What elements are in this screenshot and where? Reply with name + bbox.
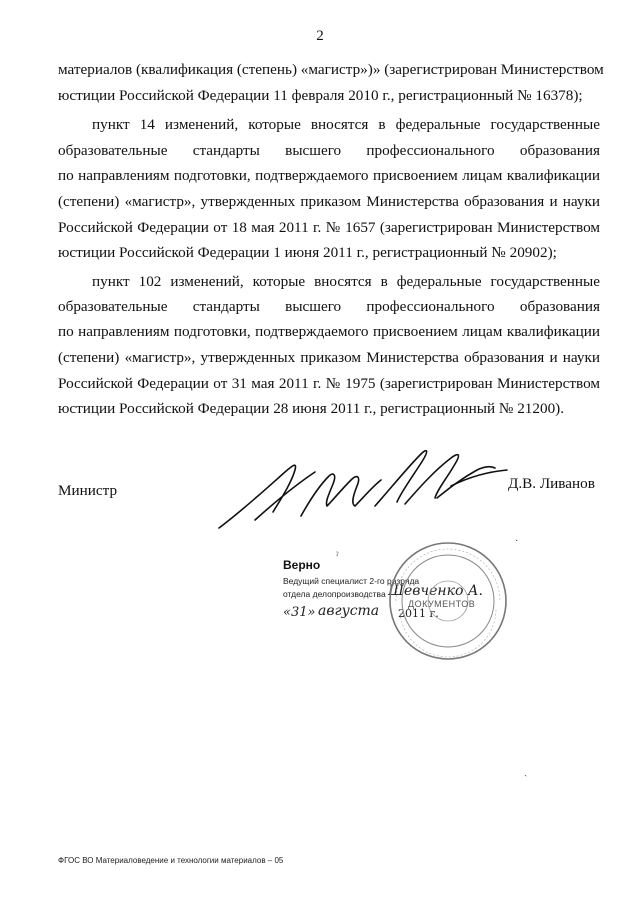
paragraph-line: пункт 14 изменений, которые вносятся в федеральные государственные [92,116,600,133]
scan-mark: ˀ [336,551,339,562]
paragraph-line: (степени) «магистр», утвержденных приказом Министерства образования и науки [58,349,600,366]
page-number: 2 [316,28,324,44]
certification-date-day: «31» [283,605,316,620]
paragraph-line: по направлениям подготовки, подтверждаемого присвоением лицам квалификации [58,323,600,340]
paragraph-line: юстиции Российской Федерации 28 июня 2011 г., регистрационный № 21200). [58,400,565,417]
paragraph-line: образовательные стандарты высшего профессионального образования [58,298,600,315]
stamp-text: ДОКУМЕНТОВ [408,599,476,609]
page-footer: ФГОС ВО Материаловедение и технологии материалов – 05 [58,856,284,865]
certification-department: отдела делопроизводства [283,589,386,599]
minister-name: Д.В. Ливанов [508,475,595,492]
paragraph-line: материалов (квалификация (степень) «магистр»)» (зарегистрирован Министерством [58,61,604,78]
certification-date-month: августа [318,603,380,619]
paragraph-line: Российской Федерации от 18 мая 2011 г. № 1657 (зарегистрирован Министерством [58,219,600,236]
certification-role: Ведущий специалист 2-го разряда [283,576,420,586]
paragraph-line: по направлениям подготовки, подтверждаемого присвоением лицам квалификации [58,167,600,184]
paragraph-line: пункт 102 изменений, которые вносятся в федеральные государственные [92,273,600,290]
minister-title: Министр [58,482,118,499]
paragraph-line: образовательные стандарты высшего профессионального образования [58,142,600,159]
scan-mark: · [515,536,519,547]
certification-verno: Верно [283,558,321,572]
certification-date-year: 2011 г. [398,607,439,620]
paragraph-line: юстиции Российской Федерации 11 февраля 2010 г., регистрационный № 16378); [58,87,583,104]
paragraph-line: Российской Федерации от 31 мая 2011 г. № 1975 (зарегистрирован Министерством [58,375,600,392]
certification-handwritten-name: Шевченко А. [388,583,483,599]
paragraph-line: (степени) «магистр», утвержденных приказом Министерства образования и науки [58,193,600,210]
handwritten-signature [215,440,515,530]
scan-mark: ˏ [524,766,528,777]
paragraph-line: юстиции Российской Федерации 1 июня 2011 г., регистрационный № 20902); [58,244,557,261]
